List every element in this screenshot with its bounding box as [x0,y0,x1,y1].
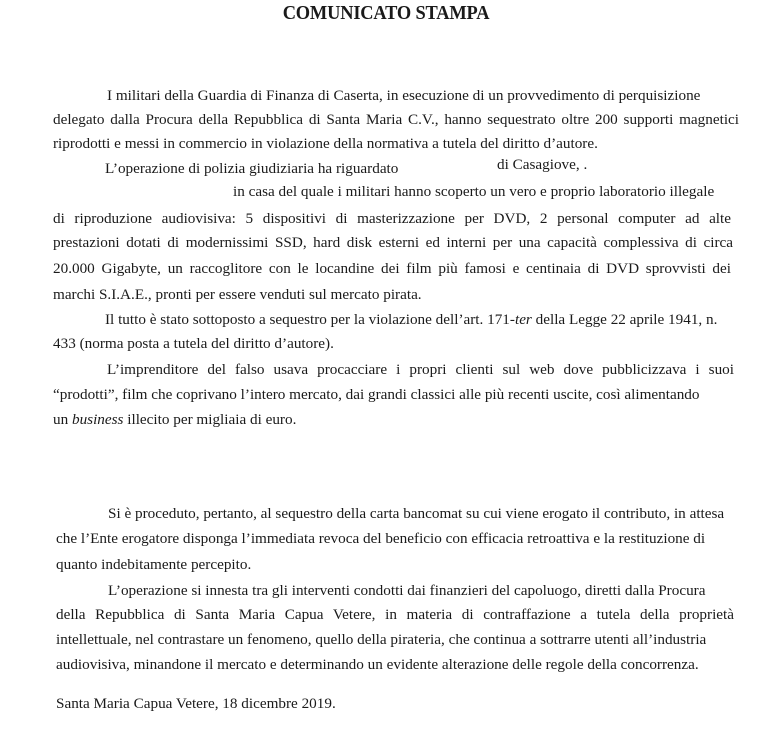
paragraph-5-line-3: quanto indebitamente percepito. [56,556,252,573]
paragraph-5-line-2: che l’Ente erogatore disponga l’immediata revoca del beneficio con efficacia retroattiva e la restituzione di [56,530,706,547]
paragraph-6-line-3: intellettuale, nel contrastare un fenomeno, quello della pirateria, che continua a sottrarre utenti all’industria [56,631,707,648]
paragraph-6-line-1: L’operazione si innesta tra gli interventi condotti dai finanzieri del capoluogo, diretti dalla Procura [108,582,706,599]
paragraph-3-line-2: 433 (norma posta a tutela del diritto d’autore). [53,335,334,352]
paragraph-3-text-pre: Il tutto è stato sottoposto a sequestro per la violazione dell’art. 171- [105,311,515,328]
paragraph-2-line-6: marchi S.I.A.E., pronti per essere venduti sul mercato pirata. [53,286,422,303]
paragraph-4-text-italic: business [71,411,124,428]
paragraph-4-text-post: illecito per migliaia di euro. [123,411,297,428]
paragraph-4-text-pre: un [53,411,72,428]
document-title: COMUNICATO STAMPA [282,2,490,24]
paragraph-4-line-1: L’imprenditore del falso usava procacciare i propri clienti sul web dove pubblicizzava i suoi [107,361,734,378]
paragraph-2-line-1-suffix: di Casagiove, . [497,156,588,173]
paragraph-2-line-5: 20.000 Gigabyte, un raccoglitore con le locandine dei film più famosi e centinaia di DVD sprovvisti dei [53,260,731,277]
paragraph-6-line-4: audiovisiva, minandone il mercato e determinando un evidente alterazione delle regole della concorrenza. [56,656,699,673]
paragraph-2-line-1: L’operazione di polizia giudiziaria ha riguardato [105,160,399,177]
paragraph-3-text-post: della Legge 22 aprile 1941, n. [531,311,718,328]
paragraph-6-line-2: della Repubblica di Santa Maria Capua Vetere, in materia di contraffazione a tutela della proprietà [56,606,734,623]
paragraph-2-line-2: in casa del quale i militari hanno scoperto un vero e proprio laboratorio illegale [233,183,715,200]
paragraph-4-line-3 [53,411,296,429]
paragraph-1-line-1: I militari della Guardia di Finanza di Caserta, in esecuzione di un provvedimento di perquisizione [107,87,701,104]
paragraph-2-line-4: prestazioni dotati di modernissimi SSD, hard disk esterni ed interni per una capacità complessiva di circa [53,234,733,251]
paragraph-1-line-2: delegato dalla Procura della Repubblica di Santa Maria C.V., hanno sequestrato oltre 200 supporti magnetici [53,111,739,128]
closing-place-date: Santa Maria Capua Vetere, 18 dicembre 2019. [56,695,336,712]
paragraph-3-line-1 [105,311,717,329]
paragraph-3-text-italic: ter [514,311,532,328]
paragraph-5-line-1: Si è proceduto, pertanto, al sequestro della carta bancomat su cui viene erogato il contributo, in attesa [108,505,725,522]
paragraph-4-line-2: “prodotti”, film che coprivano l’intero mercato, dai grandi classici alle più recenti uscite, così alimentando [53,386,700,403]
paragraph-2-line-3: di riproduzione audiovisiva: 5 dispositivi di masterizzazione per DVD, 2 personal computer ad alte [53,210,731,227]
paragraph-1-line-3: riprodotti e messi in commercio in violazione della normativa a tutela del diritto d’autore. [53,135,598,152]
